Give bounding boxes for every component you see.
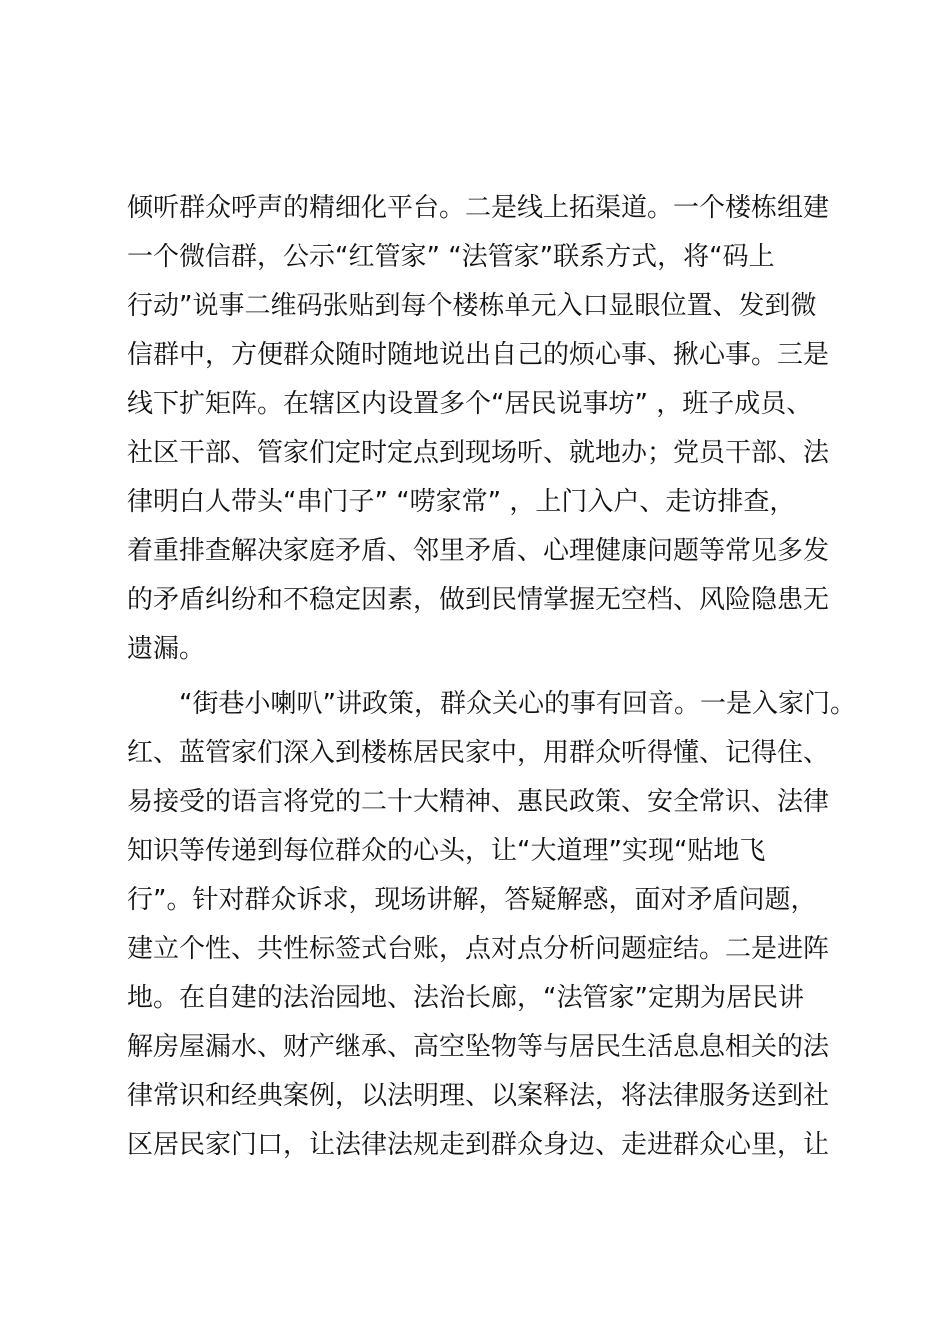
paragraph-1-line: 线下扩矩阵。在辖区内设置多个“居民说事坊” ，班子成员、	[127, 389, 813, 419]
paragraph-1-line: 社区干部、管家们定时定点到现场听、就地办；党员干部、法	[127, 438, 830, 468]
paragraph-1-line: 倾听群众呼声的精细化平台。二是线上拓渠道。一个楼栋组建	[127, 193, 830, 223]
paragraph-2-line: 地。在自建的法治园地、法治长廊，“法管家”定期为居民讲	[127, 983, 804, 1013]
paragraph-2	[127, 680, 856, 1170]
paragraph-2-line: 区居民家门口，让法律法规走到群众身边、走进群众心里，让	[127, 1130, 830, 1160]
paragraph-2-line: 律常识和经典案例，以法明理、以案释法，将法律服务送到社	[127, 1081, 830, 1111]
paragraph-1-line: 行动”说事二维码张贴到每个楼栋单元入口显眼位置、发到微	[127, 291, 817, 321]
paragraph-2-line: 红、蓝管家们深入到楼栋居民家中，用群众听得懂、记得住、	[127, 738, 830, 768]
paragraph-2-line: 行”。针对群众诉求，现场讲解，答疑解惑，面对矛盾问题，	[127, 885, 817, 915]
paragraph-1-line: 信群中，方便群众随时随地说出自己的烦心事、揪心事。三是	[127, 340, 830, 370]
paragraph-1-line: 遗漏。	[127, 634, 206, 664]
paragraph-2-line: 解房屋漏水、财产继承、高空坠物等与居民生活息息相关的法	[127, 1032, 830, 1062]
paragraph-1-line: 着重排查解决家庭矛盾、邻里矛盾、心理健康问题等常见多发	[127, 536, 830, 566]
paragraph-1	[127, 184, 835, 674]
paragraph-1-line: 律明白人带头“串门子” “唠家常” ，上门入户、走访排查，	[127, 487, 796, 517]
paragraph-2-line: 知识等传递到每位群众的心头，让“大道理”实现“贴地飞	[127, 836, 766, 866]
paragraph-2-line: 易接受的语言将党的二十大精神、惠民政策、安全常识、法律	[127, 787, 830, 817]
paragraph-2-line: 建立个性、共性标签式台账，点对点分析问题症结。二是进阵	[127, 934, 830, 964]
paragraph-1-line: 的矛盾纠纷和不稳定因素，做到民情掌握无空档、风险隐患无	[127, 585, 830, 615]
paragraph-1-line: 一个微信群，公示“红管家” “法管家”联系方式，将“码上	[127, 242, 775, 272]
paragraph-2-line: “街巷小喇叭”讲政策，群众关心的事有回音。一是入家门。	[179, 689, 856, 719]
